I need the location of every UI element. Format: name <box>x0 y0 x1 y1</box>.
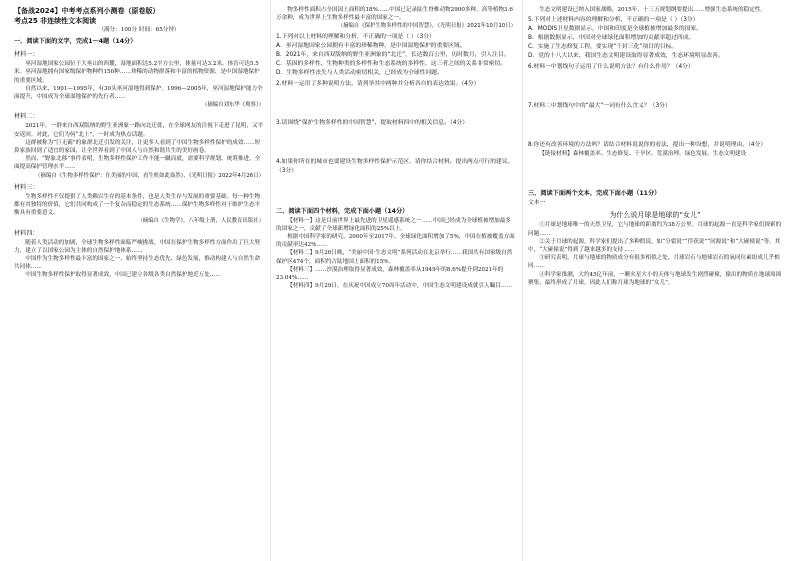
answer-space <box>276 176 516 204</box>
option-c: C．基因的多样性、生物种类的多样性和生态系统的多样性，这三者之间的关系非常密切。 <box>276 60 507 67</box>
answer-space <box>528 158 782 186</box>
option-d: D．党的十八大以来，我国生态文明建设取得显著成效，生态环境明显改善。 <box>528 53 724 60</box>
question-6: 6.材料一中划线句子运用了什么说明方法？有什么作用？（4分） <box>528 64 694 71</box>
source-citation: （摘编自刘东华《观察》） <box>202 102 264 109</box>
link-keywords: 森林覆盖率、生态修复、干旱区、荒漠治理、绿色发展、生态文明建设 <box>572 151 747 158</box>
paragraph: ③研究表明，月球与地球的物质成分有很多相似之处，月球岩石与地球岩石的氧同位素组成几乎相同…… <box>528 255 780 270</box>
material-label: 材料一： <box>14 51 39 59</box>
material-label: 材料三： <box>14 183 39 191</box>
question-3: 3.请围绕“保护生物多样性的中国智慧”，提取材料四中的相关信息。（4分） <box>276 119 469 126</box>
paragraph: ②关于月球的起源，科学家们提出了多种假说，如“分裂说”“俘获说”“同源说”和“大碰撞说”等。其中，“大碰撞说”得到了越来越多的支持…… <box>528 238 781 254</box>
paragraph: 中国生物多样性保护取得显著成效，中国已建立各级各类自然保护地近万处…… <box>25 272 221 279</box>
paragraph: 随着人类活动的加剧，全球生物多样性面临严峻挑战。中国在保护生物多样性方面作出了巨大努力，建立了以国家公园为主体的自然保护地体系…… <box>14 239 261 254</box>
text-label: 文本一 <box>528 200 546 207</box>
question-1: 1.下列对以上材料的理解和分析，不正确的一项是（ ）（3分） <box>276 33 435 40</box>
option-c: C．实施了生态修复工程，要实现“干封三化”项目的目标。 <box>528 44 678 51</box>
column-left <box>14 6 264 280</box>
option-a: A．MODIS卫星数据显示，中国和印度是全球植被增加最多的国家。 <box>528 26 703 33</box>
question-2: 2.材料一运用了多种说明方法，请列举其中两种并分析各自的表达效果。（4分） <box>276 80 480 87</box>
paragraph: 生物多样性不仅提供了人类赖以生存的基本条件，也是人类生存与发展的重要基础。每一种生物都有其独特的价值，它们共同构成了一个复杂而稳定的生态系统……保护生物多样性对于维护生态平衡具有重要意义。 <box>14 193 261 217</box>
paragraph: 生态文明建设已纳入国家战略，2015年，十三五规划纲要提出……增强生态系统的稳定性。 <box>539 7 766 13</box>
paragraph: 然而，“野象北移”事件表明，生物多样性保护工作不能一蹴而就，需要科学规划、统筹推进，全面提高保护管理水平…… <box>14 156 261 171</box>
section-heading: 一、阅读下面的文字，完成1～4题（14分） <box>14 38 137 46</box>
link-material <box>528 150 782 158</box>
paragraph: 这群被称为“巨无霸”的象群北迁引发的关注，让更多人看到了中国生物多样性保护的成效……短鼻家族回到了适宜的家园，让全世界看到了中国人与自然和谐共生的美好画卷。 <box>14 139 261 155</box>
answer-space <box>276 89 516 117</box>
paragraph: 中国作为生物多样性最丰富的国家之一，始终坚持生态优先、绿色发展，推动构建人与自然生命共同体…… <box>14 256 261 271</box>
exam-meta: （满分：100分 时间：65分钟） <box>98 27 180 33</box>
option-a: A．巫河湿地国家公园拥有丰富的珍稀物种，是中国湿地保护的重要区域。 <box>276 42 466 49</box>
paragraph: 根据中国科学家的研究，2000年至2017年，全球绿化面积增加了5%，中国在植被覆盖方面的贡献率达42%…… <box>276 234 515 249</box>
exam-subtitle: 考点25 非连续性文本阅读 <box>14 17 97 25</box>
paragraph: ①月球是地球唯一的天然卫星，它与地球的距离约为38万公里。月球的起源一直是科学家们探索的问题…… <box>528 222 782 237</box>
material-label: 材料四： <box>14 229 39 237</box>
section-heading: 三、阅读下面两个文本，完成下面小题（11分） <box>528 190 661 198</box>
source-citation: （摘编自《保护生物多样性的中国智慧》，《光明日报》2021年10月10日） <box>337 23 516 30</box>
column-middle <box>276 6 516 290</box>
question-7: 7.材料二中划线句中的“最大”一词有什么含义？（3分） <box>528 103 671 110</box>
material-label: 材料二： <box>14 113 39 121</box>
answer-space <box>528 111 782 139</box>
option-b: B．2021年，来自西双版纳的野生亚洲象的“北迁”，长达数百公里，历时数月，引人注目。 <box>276 51 510 58</box>
column-divider <box>270 0 271 561</box>
option-d: D．生物多样性丧失与人类活动密切相关，已经成为全球性问题。 <box>276 69 443 76</box>
source-citation: （摘编自《生物学》，八年级上册，人民教育出版社） <box>137 218 264 225</box>
source-citation: （摘编自《生物多样性保护：在美丽的中国，看生机如此盎然》，《光明日报》2022年4月26日） <box>35 172 264 179</box>
paragraph: 2021年，一群来自西双版纳的野生亚洲象一路向北迁徙，在全球网友的注视下走进了昆明，又平安返回。对此，它们为何“北上”，一时成为热点话题。 <box>14 123 264 138</box>
column-right <box>528 6 782 287</box>
question-4: 4.如果你所在的城市也要建设生物多样性保护示范区，请你结合材料，提出两点可行的建议。（3分） <box>276 158 514 174</box>
paragraph: ④科学家推测，大约45亿年前，一颗火星大小的天体与地球发生剧烈碰撞，撞出的物质在地球周围聚集，最终形成了月球，因此人们称月球为地球的“女儿”。 <box>528 271 782 286</box>
column-divider <box>522 0 523 561</box>
question-8: 8.你还有改善环境的方法吗？请结合材料说说你的看法，提出一种设想，并说明理由。（4分） <box>528 142 767 149</box>
answer-space <box>528 72 782 100</box>
paragraph: 【材料一】这是目前世界上最先进的卫星遥感系统之一……中国已经成为全球植被增加最多的国家之一，贡献了全球新增绿化面积的25%以上。 <box>276 217 511 232</box>
paragraph: 【材料四】9月29日，在庆祝中国成立70周年活动中，中国生态文明建设成就引人瞩目…… <box>287 283 512 290</box>
link-label: 【链接材料】 <box>539 151 573 158</box>
section-heading: 二、阅读下面四个材料，完成下面小题（14分） <box>276 207 409 215</box>
paragraph: 自然以来，1991—1995年，有30头巫河湿地得到保护。1996—2005年，巫河湿地保护能力全面提升，中国成为全球湿地保护的先行者…… <box>14 85 263 101</box>
option-b: B．根据数据显示，中国对全球绿化面积增加的贡献率超过四成。 <box>528 35 695 42</box>
article-title: 为什么说月球是地球的“女儿” <box>609 211 701 220</box>
exam-title: 【备战2024】中考考点系列小测卷（原卷版） <box>14 7 160 15</box>
paragraph: 【材料二】9月26日晚，“美丽中国·生态文明”系列活动在北京举行……我国共有国家级自然保护区474个，面积约占陆地国土面积的15%。 <box>276 250 513 265</box>
answer-space <box>276 128 516 156</box>
question-5: 5.下列对上述材料内容的理解和分析，不正确的一项是（ ）（3分） <box>528 17 699 24</box>
paragraph: 物多样性面积占全国国土面积的18%……中国已记录陆生脊椎动物2900多种，高等植物3.6万余种，成为世界上生物多样性最丰富的国家之一。 <box>276 7 513 22</box>
paragraph: 巫河湿地国家公园位于大巫山的西麓，湿地面积达5.2平方公里，体量可达3.2米，体育可达5.5米。巫河湿地拥有国家级保护物种约150种……珍稀的动物群落和丰富的植物资源，是中国湿地保护的重要区域。 <box>14 61 260 84</box>
paragraph: 【材料三】……沙漠治理取得显著成效，森林覆盖率从1949年的8.6%提升到2021年的23.04%…… <box>276 266 504 282</box>
